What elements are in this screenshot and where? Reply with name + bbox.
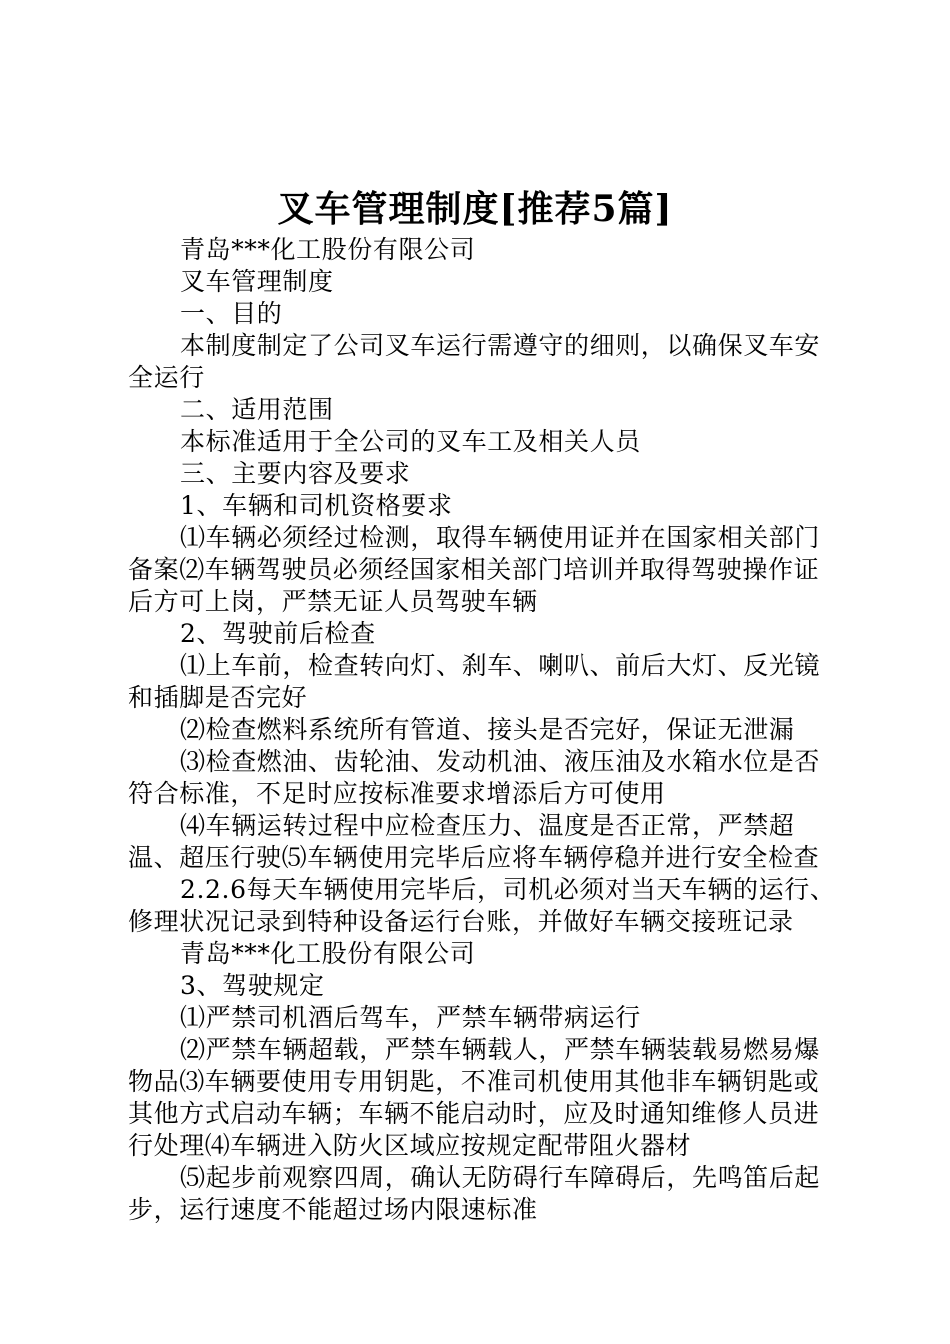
section-heading-scope: 二、适用范围 <box>180 395 334 424</box>
paragraph-inspection-4: ⑷车辆运转过程中应检查压力、温度是否正常，严禁超温、超压行驶⑸车辆使用完毕后应将车辆停稳并进行安全检查 <box>128 811 820 872</box>
paragraph-driving-rule-5: ⑸起步前观察四周，确认无防碍行车障碍后，先鸣笛后起步，运行速度不能超过场内限速标准 <box>128 1163 821 1224</box>
company-name-repeat: 青岛***化工股份有限公司 <box>180 939 476 968</box>
paragraph-driving-rule-2: ⑵严禁车辆超载，严禁车辆载人，严禁车辆装载易燃易爆物品⑶车辆要使用专用钥匙，不准司机使用其他非车辆钥匙或其他方式启动车辆；车辆不能启动时，应及时通知维修人员进行处理⑷车辆进入防火区域应按规定配带阻火器材 <box>128 1035 821 1160</box>
paragraph-inspection-3: ⑶检查燃油、齿轮油、发动机油、液压油及水箱水位是否符合标准，不足时应按标准要求增添后方可使用 <box>128 747 821 808</box>
document-title: 叉车管理制度[推荐5篇] <box>277 188 673 230</box>
subsection-heading-driving-rules: 3、驾驶规定 <box>180 971 325 1000</box>
subsection-heading-inspection: 2、驾驶前后检查 <box>180 619 376 648</box>
paragraph-inspection-2: ⑵检查燃料系统所有管道、接头是否完好，保证无泄漏 <box>180 715 795 744</box>
paragraph-purpose: 本制度制定了公司叉车运行需遵守的细则，以确保叉车安全运行 <box>128 331 821 392</box>
subtitle: 叉车管理制度 <box>180 267 334 296</box>
paragraph-scope: 本标准适用于全公司的叉车工及相关人员 <box>180 427 641 456</box>
paragraph-driving-rule-1: ⑴严禁司机酒后驾车，严禁车辆带病运行 <box>180 1003 641 1032</box>
document-body <box>128 234 840 1226</box>
section-heading-requirements: 三、主要内容及要求 <box>180 459 411 488</box>
paragraph-qualification: ⑴车辆必须经过检测，取得车辆使用证并在国家相关部门备案⑵车辆驾驶员必须经国家相关部门培训并取得驾驶操作证后方可上岗，严禁无证人员驾驶车辆 <box>128 523 821 616</box>
subsection-heading-qualification: 1、车辆和司机资格要求 <box>180 491 453 520</box>
section-heading-purpose: 一、目的 <box>180 299 283 328</box>
paragraph-inspection-6: 2.2.6每天车辆使用完毕后，司机必须对当天车辆的运行、修理状况记录到特种设备运行台账，并做好车辆交接班记录 <box>128 875 836 936</box>
company-name: 青岛***化工股份有限公司 <box>180 235 476 264</box>
paragraph-inspection-1: ⑴上车前，检查转向灯、刹车、喇叭、前后大灯、反光镜和插脚是否完好 <box>128 651 821 712</box>
